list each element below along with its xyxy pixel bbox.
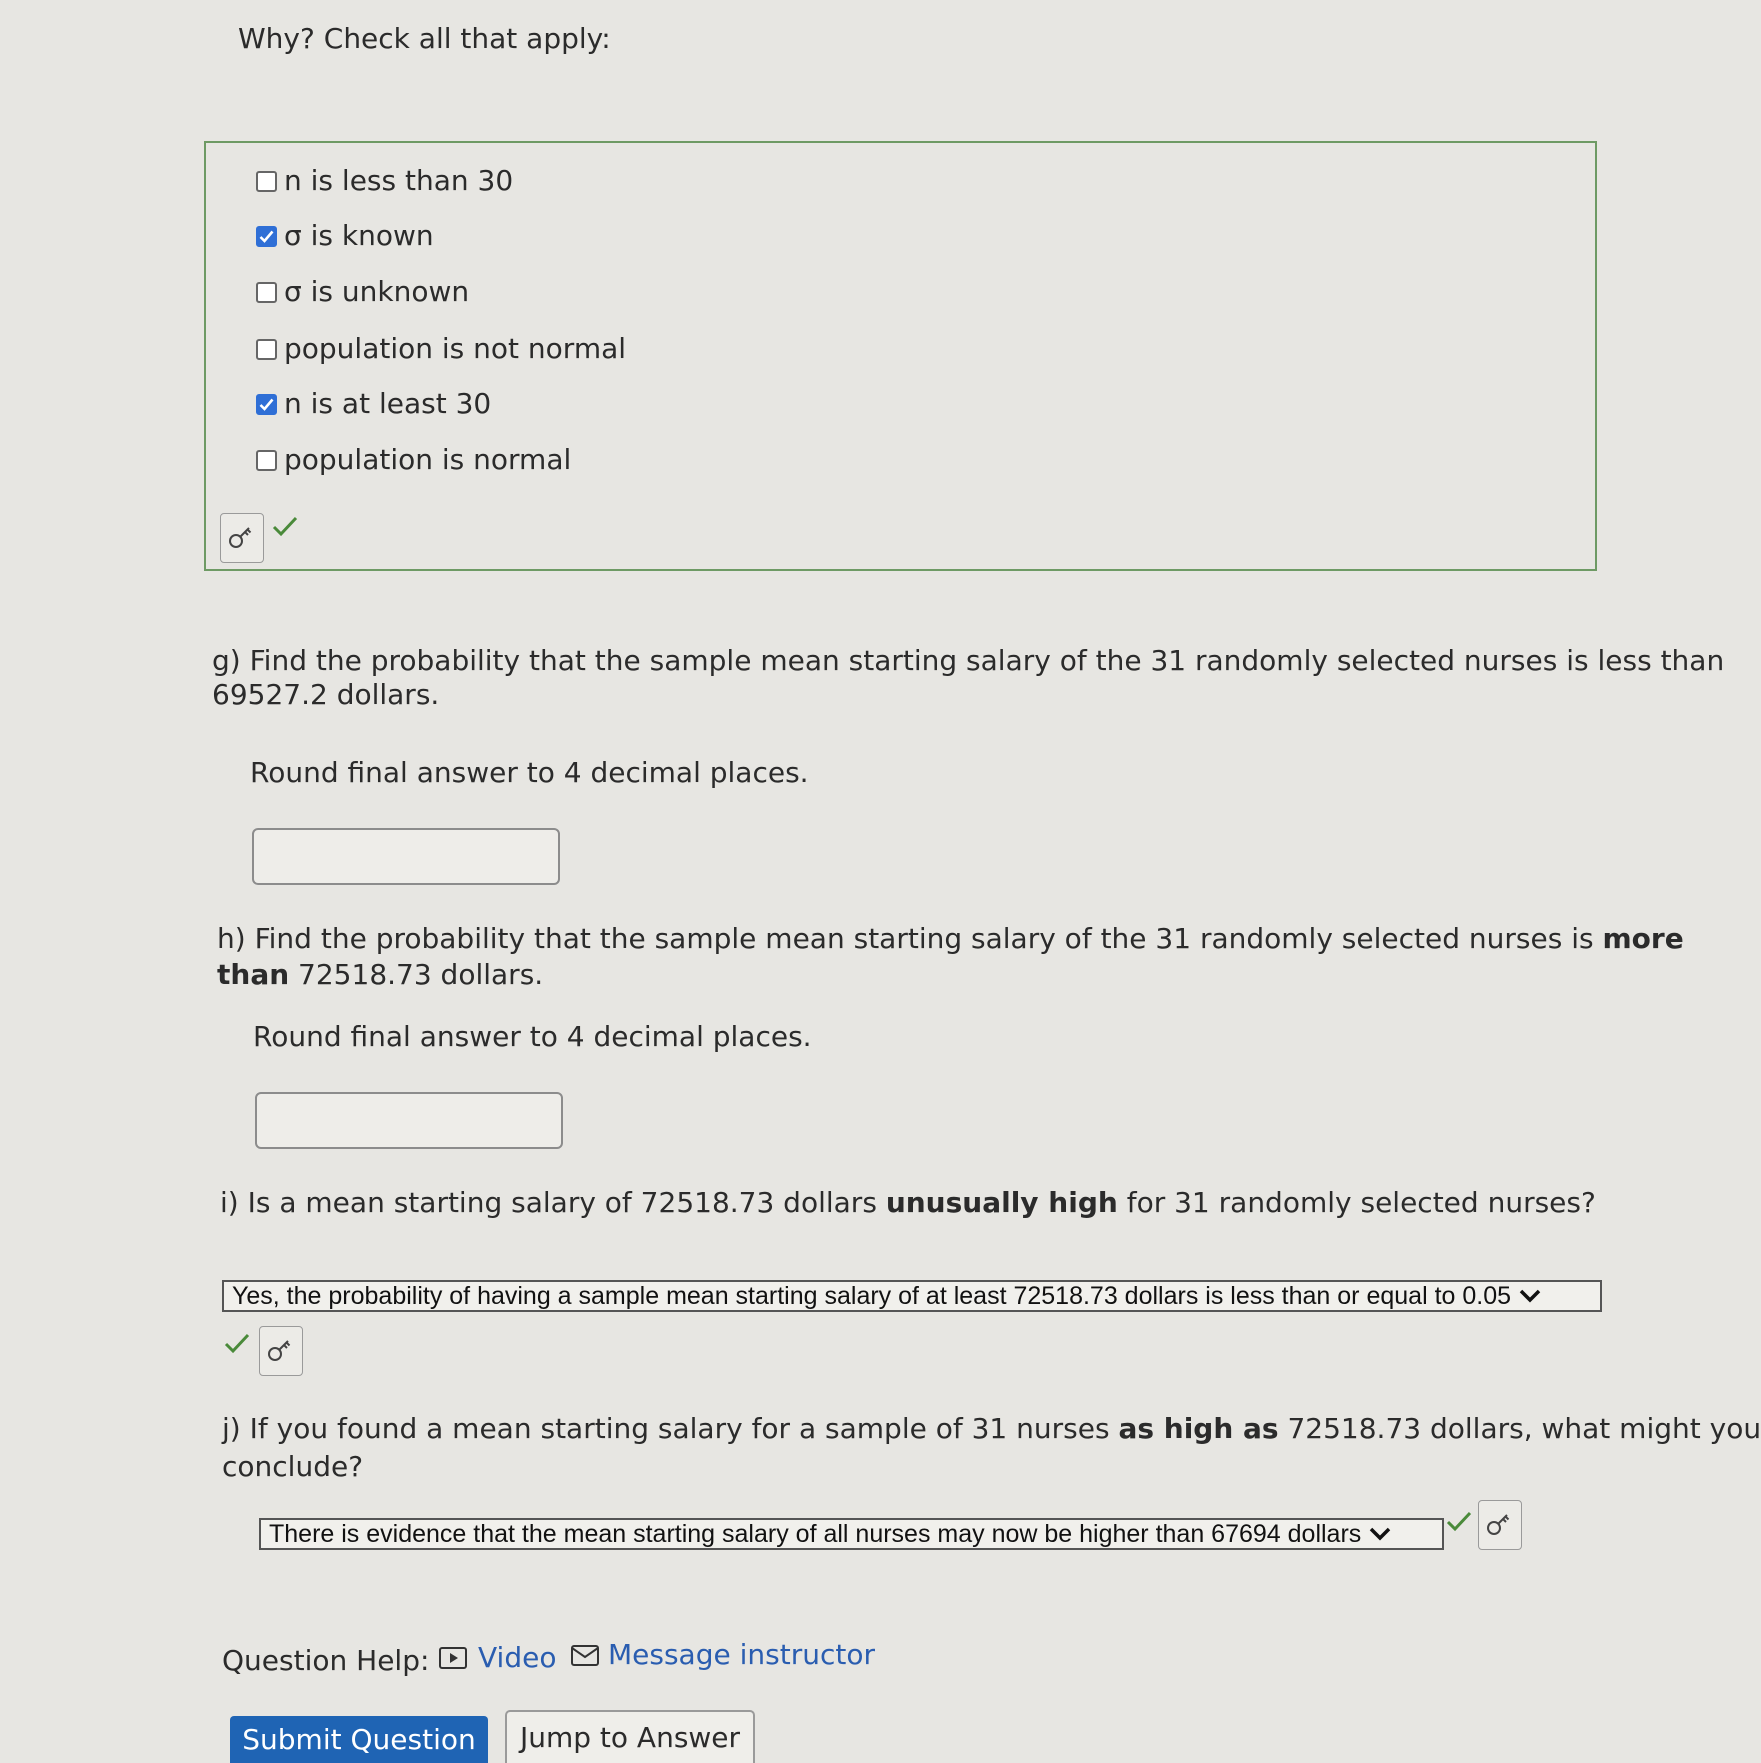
- correct-check-icon: [224, 1332, 250, 1354]
- option-label: σ is unknown: [284, 275, 470, 308]
- option-sigma-unknown[interactable]: [256, 274, 469, 310]
- question-j-emphasis: as high as: [1118, 1412, 1279, 1445]
- key-button[interactable]: [259, 1326, 303, 1376]
- question-i-text-2: for 31 randomly selected nurses?: [1117, 1186, 1596, 1219]
- answer-g-input[interactable]: [252, 828, 560, 885]
- answer-i-selected: Yes, the probability of having a sample mean starting salary of at least 72518.73 dollars is less than or equal to 0.05: [232, 1282, 1512, 1310]
- question-g-line1: g) Find the probability that the sample mean starting salary of the 31 randomly selected nurses is less than: [212, 644, 1725, 677]
- answer-h-input[interactable]: [255, 1092, 563, 1149]
- question-h-emphasis-2: than: [217, 958, 290, 991]
- question-i-text: i) Is a mean starting salary of 72518.73 dollars: [220, 1186, 886, 1219]
- answer-i-dropdown[interactable]: [222, 1280, 1602, 1312]
- option-label: n is less than 30: [284, 164, 514, 197]
- message-instructor-label: Message instructor: [608, 1638, 875, 1671]
- answer-j-dropdown[interactable]: [259, 1518, 1444, 1550]
- key-icon: [228, 526, 256, 550]
- video-link[interactable]: [438, 1641, 556, 1675]
- chevron-down-icon: [1369, 1527, 1391, 1541]
- option-label: population is normal: [284, 443, 572, 476]
- video-icon: [438, 1645, 468, 1671]
- question-h-text: h) Find the probability that the sample mean starting salary of the 31 randomly selected nurses is: [217, 922, 1603, 955]
- question-h-line2: [217, 958, 543, 992]
- option-sigma-known[interactable]: [256, 218, 434, 254]
- question-h-line1: [217, 922, 1684, 956]
- question-h-text-2: 72518.73 dollars.: [289, 958, 544, 991]
- key-icon: [267, 1339, 295, 1363]
- option-population-not-normal[interactable]: [256, 331, 626, 367]
- option-label: population is not normal: [284, 332, 627, 365]
- chevron-down-icon: [1519, 1289, 1541, 1303]
- message-instructor-link[interactable]: [570, 1638, 875, 1672]
- option-population-normal[interactable]: [256, 442, 571, 478]
- key-button[interactable]: [220, 513, 264, 563]
- option-n-less-30[interactable]: [256, 163, 513, 199]
- submit-question-button[interactable]: Submit Question: [230, 1716, 488, 1763]
- option-label: σ is known: [284, 219, 434, 252]
- question-help-label: Question Help:: [222, 1644, 430, 1677]
- checkbox[interactable]: [256, 339, 277, 360]
- option-n-at-least-30[interactable]: [256, 386, 491, 422]
- question-h-instruction: Round final answer to 4 decimal places.: [253, 1020, 812, 1053]
- question-g-instruction: Round final answer to 4 decimal places.: [250, 756, 809, 789]
- why-checklist: [204, 141, 1597, 571]
- jump-to-answer-button[interactable]: Jump to Answer: [505, 1710, 755, 1763]
- envelope-icon: [570, 1642, 600, 1668]
- option-label: n is at least 30: [284, 387, 492, 420]
- checkbox[interactable]: [256, 171, 277, 192]
- video-link-label: Video: [478, 1641, 557, 1674]
- checkbox[interactable]: [256, 450, 277, 471]
- prompt-text: Why? Check all that apply:: [238, 22, 611, 55]
- question-i: [220, 1186, 1596, 1220]
- correct-check-icon: [1446, 1510, 1472, 1532]
- question-i-emphasis: unusually high: [885, 1186, 1118, 1219]
- key-button[interactable]: [1478, 1500, 1522, 1550]
- question-h-emphasis: more: [1602, 922, 1684, 955]
- answer-j-selected: There is evidence that the mean starting salary of all nurses may now be higher than 67694 dollars: [269, 1520, 1362, 1548]
- question-j-line1: [222, 1412, 1761, 1446]
- question-j-text: j) If you found a mean starting salary for a sample of 31 nurses: [222, 1412, 1119, 1445]
- checkbox[interactable]: [256, 226, 277, 247]
- correct-check-icon: [272, 515, 298, 537]
- checkbox[interactable]: [256, 282, 277, 303]
- question-j-line2: conclude?: [222, 1450, 364, 1483]
- question-g-line2: 69527.2 dollars.: [212, 678, 440, 711]
- question-j-text-2: 72518.73 dollars, what might you: [1278, 1412, 1761, 1445]
- checkbox[interactable]: [256, 394, 277, 415]
- key-icon: [1486, 1513, 1514, 1537]
